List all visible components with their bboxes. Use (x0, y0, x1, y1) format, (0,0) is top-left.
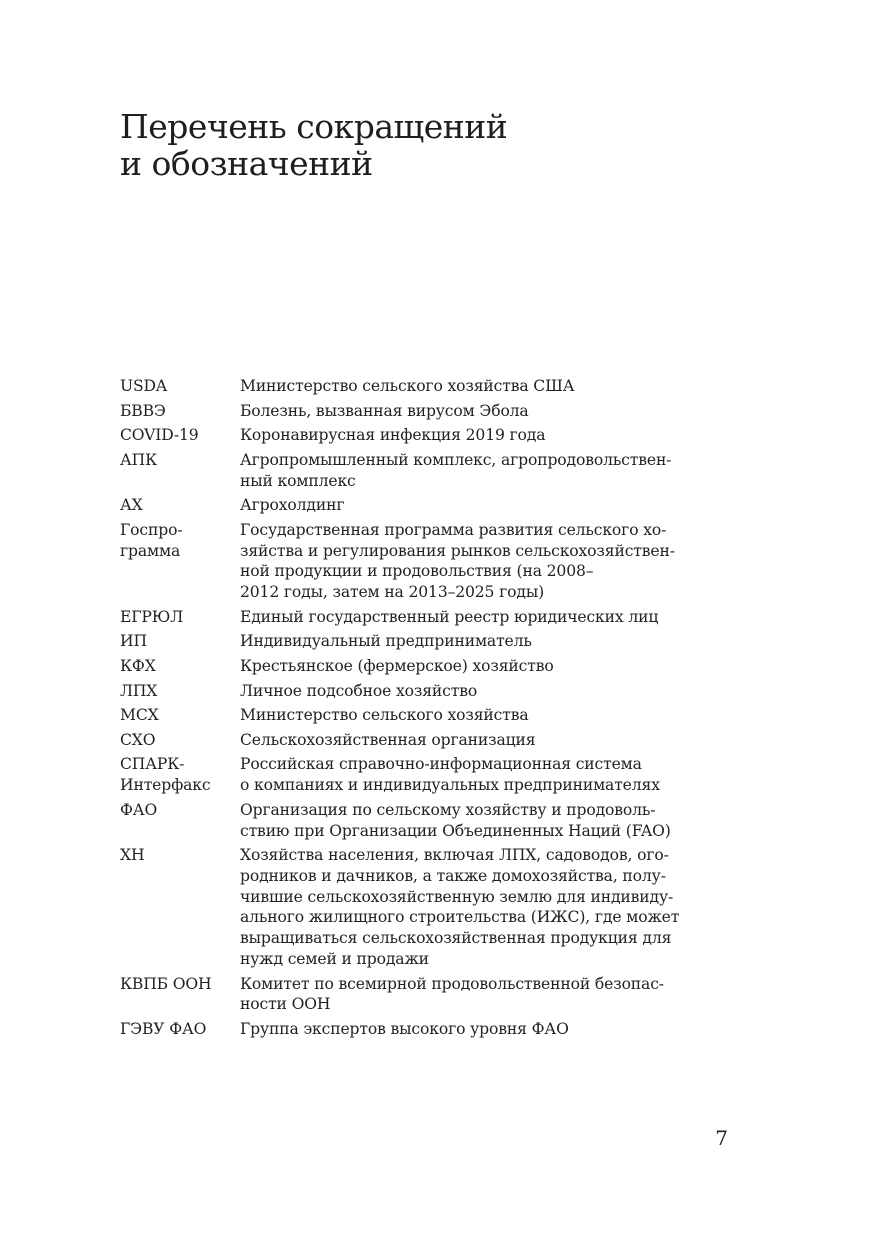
abbreviation-definition-line: 2012 годы, затем на 2013–2025 годы) (240, 583, 545, 602)
abbreviation-definition-line: нужд семей и продажи (240, 950, 429, 969)
abbreviation-term-line: ХН (120, 846, 145, 865)
abbreviation-definition-line: Сельскохозяйственная организация (240, 730, 536, 749)
abbreviation-definition-line: Российская справочно-информационная система (240, 755, 642, 774)
abbreviation-term (120, 631, 240, 652)
page-title-line-1: Перечень сокращений (120, 107, 508, 146)
abbreviation-definition (240, 450, 740, 492)
abbreviation-definition-line: ности ООН (240, 995, 331, 1014)
abbreviation-row (120, 705, 740, 726)
abbreviation-term-line: ЛПХ (120, 681, 158, 700)
abbreviation-definition-line: Агрохолдинг (240, 496, 345, 515)
abbreviation-definition (240, 520, 740, 603)
abbreviation-definition-line: выращиваться сельскохозяйственная продукция для (240, 929, 672, 948)
abbreviation-row (120, 495, 740, 516)
abbreviation-term-line: МСХ (120, 706, 159, 725)
abbreviation-definition-line: зяйства и регулирования рынков сельскохозяйствен- (240, 541, 675, 560)
abbreviation-definition-line: Крестьянское (фермерское) хозяйство (240, 656, 554, 675)
abbreviation-definition (240, 425, 740, 446)
abbreviation-term-line: АХ (120, 496, 143, 515)
abbreviation-definition (240, 681, 740, 702)
abbreviation-definition-line: Личное подсобное хозяйство (240, 681, 478, 700)
abbreviation-definition-line: Индивидуальный предприниматель (240, 632, 532, 651)
abbreviation-row (120, 656, 740, 677)
abbreviation-term-line: ФАО (120, 800, 158, 819)
abbreviation-row (120, 974, 740, 1016)
abbreviation-row (120, 754, 740, 796)
abbreviation-term (120, 681, 240, 702)
abbreviation-term (120, 730, 240, 751)
abbreviation-term-line: Интерфакс (120, 776, 211, 795)
abbreviation-term (120, 845, 240, 866)
abbreviation-definition-line: Коронавирусная инфекция 2019 года (240, 426, 546, 445)
abbreviation-term (120, 495, 240, 516)
abbreviation-definition (240, 730, 740, 751)
abbreviation-row (120, 401, 740, 422)
abbreviation-definition (240, 607, 740, 628)
abbreviation-term-line: АПК (120, 450, 158, 469)
abbreviation-row (120, 631, 740, 652)
abbreviation-definition-line: чившие сельскохозяйственную землю для индивиду- (240, 887, 674, 906)
abbreviation-definition-line: Агропромышленный комплекс, агропродовольствен- (240, 450, 672, 469)
abbreviation-row (120, 730, 740, 751)
abbreviation-term (120, 974, 240, 995)
abbreviation-term (120, 656, 240, 677)
abbreviation-term (120, 425, 240, 446)
abbreviation-definition-line: Министерство сельского хозяйства США (240, 377, 575, 395)
abbreviation-row (120, 607, 740, 628)
abbreviation-definition (240, 974, 740, 1016)
abbreviation-definition (240, 401, 740, 422)
abbreviation-term-line: КФХ (120, 656, 156, 675)
abbreviation-term (120, 607, 240, 628)
abbreviation-term-line: ИП (120, 632, 147, 651)
abbreviation-row (120, 681, 740, 702)
abbreviation-term (120, 401, 240, 422)
page-title (120, 108, 760, 182)
abbreviation-row (120, 520, 740, 603)
abbreviation-list (120, 376, 740, 1044)
abbreviation-row (120, 845, 740, 970)
abbreviation-term-line: COVID-19 (120, 426, 199, 445)
abbreviation-row (120, 425, 740, 446)
abbreviation-term (120, 754, 240, 796)
abbreviation-term (120, 705, 240, 726)
abbreviation-term-line: Госпро- (120, 520, 183, 539)
abbreviation-term-line: USDA (120, 377, 167, 395)
abbreviation-definition-line: Организация по сельскому хозяйству и продоволь- (240, 800, 656, 819)
abbreviation-term (120, 800, 240, 821)
abbreviation-definition-line: Единый государственный реестр юридических лиц (240, 607, 659, 626)
abbreviation-term-line: грамма (120, 541, 181, 560)
abbreviation-definition-line: Комитет по всемирной продовольственной безопас- (240, 974, 664, 993)
abbreviation-definition-line: родников и дачников, а также домохозяйства, полу- (240, 866, 666, 885)
abbreviation-definition (240, 754, 740, 796)
abbreviation-definition (240, 495, 740, 516)
abbreviation-term-line: ЕГРЮЛ (120, 607, 184, 626)
page-number: 7 (715, 1126, 728, 1150)
abbreviation-definition-line: о компаниях и индивидуальных предпринимателях (240, 776, 660, 795)
abbreviation-row (120, 376, 740, 397)
abbreviation-term-line: СПАРК- (120, 755, 185, 774)
abbreviation-definition (240, 656, 740, 677)
abbreviation-definition-line: Министерство сельского хозяйства (240, 706, 529, 725)
abbreviation-term-line: ГЭВУ ФАО (120, 1020, 207, 1039)
abbreviation-definition-line: ный комплекс (240, 471, 356, 490)
abbreviation-definition (240, 1019, 740, 1040)
abbreviation-definition (240, 845, 740, 970)
abbreviation-definition-line: ствию при Организации Объединенных Наций (FAO) (240, 821, 671, 840)
abbreviation-definition (240, 705, 740, 726)
abbreviation-term (120, 1019, 240, 1040)
abbreviation-term (120, 520, 240, 562)
abbreviation-definition (240, 376, 740, 397)
page-title-line-2: и обозначений (120, 144, 373, 183)
abbreviation-term (120, 376, 240, 397)
abbreviation-definition-line: Группа экспертов высокого уровня ФАО (240, 1020, 569, 1039)
abbreviation-definition-line: Болезнь, вызванная вирусом Эбола (240, 401, 529, 420)
abbreviation-row (120, 800, 740, 842)
abbreviation-term-line: СХО (120, 730, 156, 749)
abbreviation-definition-line: Хозяйства населения, включая ЛПХ, садоводов, ого- (240, 846, 669, 865)
abbreviation-definition-line: ального жилищного строительства (ИЖС), где может (240, 908, 680, 927)
abbreviation-row (120, 1019, 740, 1040)
abbreviation-definition (240, 631, 740, 652)
abbreviation-term (120, 450, 240, 471)
abbreviation-definition-line: ной продукции и продовольствия (на 2008– (240, 562, 594, 581)
abbreviation-term-line: КВПБ ООН (120, 974, 212, 993)
abbreviation-definition-line: Государственная программа развития сельского хо- (240, 520, 667, 539)
abbreviation-term-line: БВВЭ (120, 401, 166, 420)
abbreviation-row (120, 450, 740, 492)
abbreviation-definition (240, 800, 740, 842)
